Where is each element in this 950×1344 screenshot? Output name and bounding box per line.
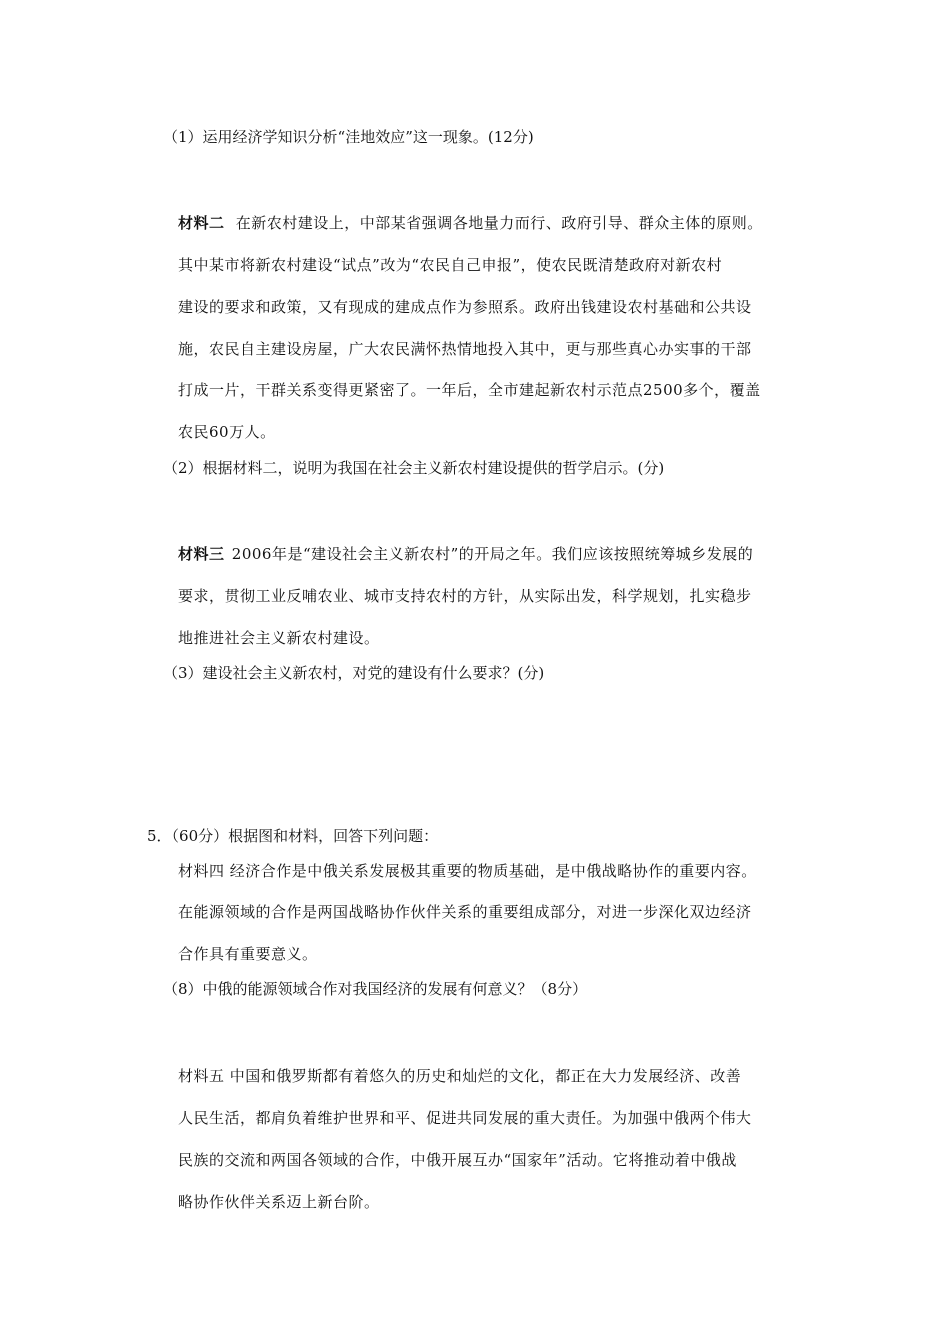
question-8: （8）中俄的能源领域合作对我国经济的发展有何意义？（8分） [163, 980, 588, 998]
material-4-line-3: 合作具有重要意义。 [178, 945, 318, 963]
material-4-line-1: 材料四 经济合作是中俄关系发展极其重要的物质基础，是中俄战略协作的重要内容。 [178, 862, 757, 880]
material-3-line-1 [178, 544, 753, 564]
material-4-line-2: 在能源领域的合作是两国战略协作伙伴关系的重要组成部分，对进一步深化双边经济 [178, 903, 752, 921]
material-5-line-2: 人民生活，都肩负着维护世界和平、促进共同发展的重大责任。为加强中俄两个伟大 [178, 1109, 752, 1127]
material-3-text-1: 2006年是“建设社会主义新农村”的开局之年。我们应该按照统筹城乡发展的 [231, 545, 754, 563]
material-5-line-4: 略协作伙伴关系迈上新台阶。 [178, 1193, 380, 1211]
material-5-line-3: 民族的交流和两国各领域的合作，中俄开展互办“国家年”活动。它将推动着中俄战 [178, 1151, 737, 1169]
question-5: 5．（60分）根据图和材料，回答下列问题： [147, 827, 439, 845]
material-3-line-2: 要求，贯彻工业反哺农业、城市支持农村的方针，从实际出发，科学规划，扎实稳步 [178, 587, 752, 605]
material-2-line-4: 施，农民自主建设房屋，广大农民满怀热情地投入其中，更与那些真心办实事的干部 [178, 340, 752, 358]
material-3-label: 材料三 [178, 545, 225, 563]
material-3-line-3: 地推进社会主义新农村建设。 [178, 629, 380, 647]
question-2: （2）根据材料二，说明为我国在社会主义新农村建设提供的哲学启示。(分) [163, 459, 665, 477]
question-3: （3）建设社会主义新农村，对党的建设有什么要求？(分) [163, 664, 545, 682]
material-2-line-1 [178, 213, 763, 233]
material-2-line-5: 打成一片，干群关系变得更紧密了。一年后，全市建起新农村示范点2500多个，覆盖 [178, 381, 761, 399]
material-2-text-1: 在新农村建设上，中部某省强调各地量力而行、政府引导、群众主体的原则。 [235, 214, 763, 232]
material-2-line-6: 农民60万人。 [178, 423, 276, 441]
material-5-line-1: 材料五 中国和俄罗斯都有着悠久的历史和灿烂的文化，都正在大力发展经济、改善 [178, 1067, 742, 1085]
material-2-label: 材料二 [178, 214, 225, 232]
material-2-line-2: 其中某市将新农村建设“试点”改为“农民自己申报”，使农民既清楚政府对新农村 [178, 256, 723, 274]
material-2-line-3: 建设的要求和政策，又有现成的建成点作为参照系。政府出钱建设农村基础和公共设 [178, 298, 752, 316]
question-1: （1）运用经济学知识分析“洼地效应”这一现象。(12分) [163, 128, 534, 146]
